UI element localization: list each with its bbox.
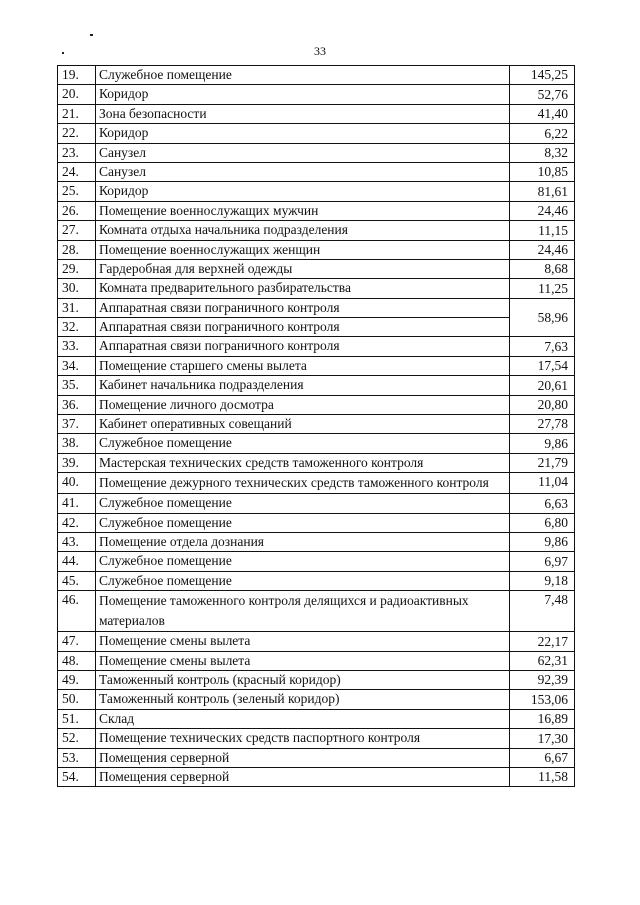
room-name: Таможенный контроль (красный коридор) <box>95 670 509 689</box>
table-row <box>58 453 575 472</box>
table-row <box>58 85 575 104</box>
row-number: 42. <box>58 513 96 532</box>
table-row <box>58 240 575 259</box>
row-number: 35. <box>58 376 96 395</box>
room-name: Помещение военнослужащих женщин <box>95 240 509 259</box>
table-row <box>58 690 575 709</box>
rooms-table-body <box>58 66 575 787</box>
table-row <box>58 632 575 651</box>
row-number: 22. <box>58 124 96 143</box>
room-name: Служебное помещение <box>95 494 509 513</box>
room-name: Комната отдыха начальника подразделения <box>95 221 509 240</box>
table-row <box>58 66 575 85</box>
room-area: 92,39 <box>510 670 575 689</box>
row-number: 26. <box>58 201 96 220</box>
room-name: Склад <box>95 709 509 728</box>
room-name: Таможенный контроль (зеленый коридор) <box>95 690 509 709</box>
row-number: 46. <box>58 591 96 632</box>
room-area: 17,54 <box>510 356 575 375</box>
row-number: 39. <box>58 453 96 472</box>
room-area: 11,58 <box>510 767 575 786</box>
room-area: 9,18 <box>510 571 575 590</box>
row-number: 34. <box>58 356 96 375</box>
room-name: Помещение отдела дознания <box>95 532 509 551</box>
table-row <box>58 591 575 632</box>
table-row <box>58 729 575 748</box>
table-row <box>58 532 575 551</box>
table-row <box>58 201 575 220</box>
room-name: Гардеробная для верхней одежды <box>95 259 509 278</box>
row-number: 52. <box>58 729 96 748</box>
room-name: Помещение смены вылета <box>95 651 509 670</box>
table-row <box>58 337 575 356</box>
table-row <box>58 143 575 162</box>
table-row <box>58 670 575 689</box>
room-area: 27,78 <box>510 415 575 434</box>
room-name: Помещения серверной <box>95 748 509 767</box>
row-number: 41. <box>58 494 96 513</box>
room-area: 24,46 <box>510 240 575 259</box>
room-area: 6,97 <box>510 552 575 571</box>
room-name: Аппаратная связи пограничного контроля <box>95 298 509 317</box>
room-name: Кабинет начальника подразделения <box>95 376 509 395</box>
room-area: 6,22 <box>510 124 575 143</box>
table-row <box>58 651 575 670</box>
row-number: 43. <box>58 532 96 551</box>
room-name: Кабинет оперативных совещаний <box>95 415 509 434</box>
room-area: 58,96 <box>510 298 575 337</box>
row-number: 19. <box>58 66 96 85</box>
scan-speck <box>90 34 93 36</box>
table-row <box>58 298 575 317</box>
table-row <box>58 259 575 278</box>
room-name: Санузел <box>95 143 509 162</box>
room-name: Коридор <box>95 182 509 201</box>
room-area: 6,63 <box>510 494 575 513</box>
room-area: 17,30 <box>510 729 575 748</box>
row-number: 36. <box>58 395 96 414</box>
table-row <box>58 552 575 571</box>
row-number: 33. <box>58 337 96 356</box>
room-area: 153,06 <box>510 690 575 709</box>
table-row <box>58 182 575 201</box>
room-name: Помещение старшего смены вылета <box>95 356 509 375</box>
room-name: Коридор <box>95 124 509 143</box>
table-row <box>58 376 575 395</box>
room-area: 10,85 <box>510 162 575 181</box>
table-row <box>58 279 575 298</box>
rooms-table <box>57 65 575 787</box>
table-row <box>58 162 575 181</box>
room-name: Помещение личного досмотра <box>95 395 509 414</box>
room-area: 41,40 <box>510 104 575 123</box>
table-row <box>58 473 575 494</box>
room-name: Аппаратная связи пограничного контроля <box>95 318 509 337</box>
row-number: 31. <box>58 298 96 317</box>
row-number: 54. <box>58 767 96 786</box>
room-area: 81,61 <box>510 182 575 201</box>
room-name: Зона безопасности <box>95 104 509 123</box>
room-name: Помещение дежурного технических средств таможенного контроля <box>95 473 509 494</box>
row-number: 38. <box>58 434 96 453</box>
row-number: 27. <box>58 221 96 240</box>
room-name: Санузел <box>95 162 509 181</box>
row-number: 49. <box>58 670 96 689</box>
room-area: 20,80 <box>510 395 575 414</box>
row-number: 40. <box>58 473 96 494</box>
room-area: 16,89 <box>510 709 575 728</box>
table-row <box>58 571 575 590</box>
room-area: 11,04 <box>510 473 575 494</box>
table-row <box>58 104 575 123</box>
table-row <box>58 434 575 453</box>
table-row <box>58 513 575 532</box>
room-area: 24,46 <box>510 201 575 220</box>
table-row <box>58 494 575 513</box>
page-number: 33 <box>314 44 326 58</box>
table-row <box>58 395 575 414</box>
table-row <box>58 748 575 767</box>
room-name: Помещения серверной <box>95 767 509 786</box>
row-number: 45. <box>58 571 96 590</box>
row-number: 28. <box>58 240 96 259</box>
room-area: 6,80 <box>510 513 575 532</box>
table-row <box>58 124 575 143</box>
row-number: 37. <box>58 415 96 434</box>
table-row <box>58 318 575 337</box>
room-name: Помещение смены вылета <box>95 632 509 651</box>
room-name: Служебное помещение <box>95 513 509 532</box>
row-number: 32. <box>58 318 96 337</box>
room-name: Служебное помещение <box>95 434 509 453</box>
row-number: 21. <box>58 104 96 123</box>
room-area: 11,15 <box>510 221 575 240</box>
room-area: 11,25 <box>510 279 575 298</box>
room-area: 62,31 <box>510 651 575 670</box>
room-area: 20,61 <box>510 376 575 395</box>
room-area: 52,76 <box>510 85 575 104</box>
row-number: 47. <box>58 632 96 651</box>
room-name: Мастерская технических средств таможенного контроля <box>95 453 509 472</box>
room-name: Служебное помещение <box>95 66 509 85</box>
row-number: 20. <box>58 85 96 104</box>
row-number: 30. <box>58 279 96 298</box>
room-area: 6,67 <box>510 748 575 767</box>
table-row <box>58 709 575 728</box>
room-area: 8,68 <box>510 259 575 278</box>
room-name: Служебное помещение <box>95 552 509 571</box>
table-row <box>58 356 575 375</box>
room-area: 9,86 <box>510 434 575 453</box>
room-area: 22,17 <box>510 632 575 651</box>
room-area: 9,86 <box>510 532 575 551</box>
room-name: Помещение таможенного контроля делящихся и радиоактивных материалов <box>95 591 509 632</box>
room-name: Комната предварительного разбирательства <box>95 279 509 298</box>
row-number: 23. <box>58 143 96 162</box>
room-area: 8,32 <box>510 143 575 162</box>
room-area: 7,48 <box>510 591 575 632</box>
row-number: 29. <box>58 259 96 278</box>
room-name: Коридор <box>95 85 509 104</box>
row-number: 24. <box>58 162 96 181</box>
row-number: 53. <box>58 748 96 767</box>
room-name: Помещение военнослужащих мужчин <box>95 201 509 220</box>
room-name: Помещение технических средств паспортного контроля <box>95 729 509 748</box>
row-number: 44. <box>58 552 96 571</box>
row-number: 25. <box>58 182 96 201</box>
room-name: Служебное помещение <box>95 571 509 590</box>
row-number: 48. <box>58 651 96 670</box>
table-row <box>58 415 575 434</box>
room-area: 145,25 <box>510 66 575 85</box>
row-number: 50. <box>58 690 96 709</box>
room-name: Аппаратная связи пограничного контроля <box>95 337 509 356</box>
table-row <box>58 767 575 786</box>
room-area: 7,63 <box>510 337 575 356</box>
row-number: 51. <box>58 709 96 728</box>
room-area: 21,79 <box>510 453 575 472</box>
table-row <box>58 221 575 240</box>
